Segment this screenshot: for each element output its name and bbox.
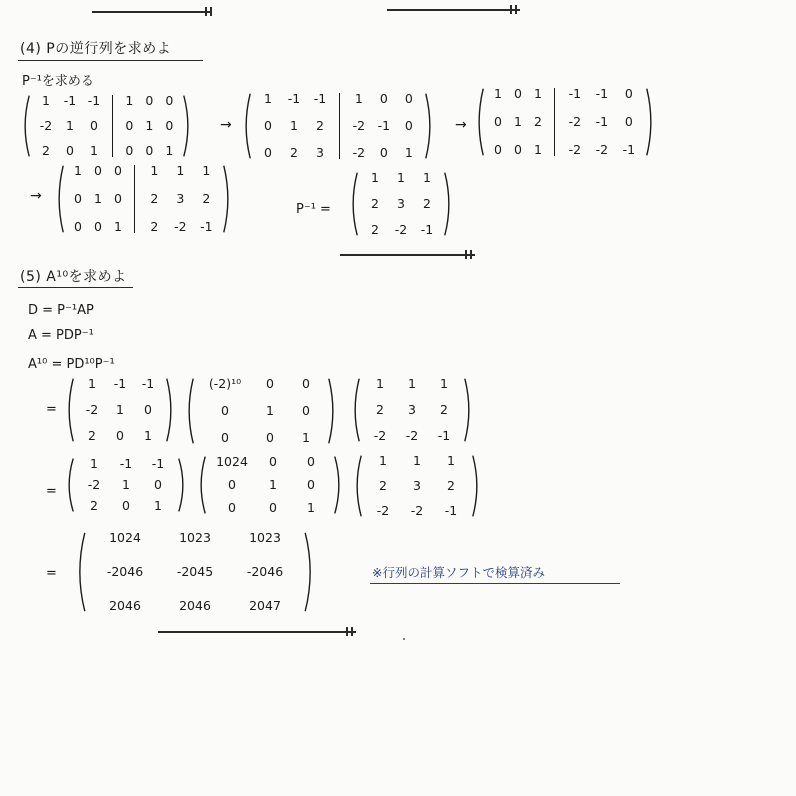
augment-bar: [339, 93, 340, 159]
matrix-cell: 1: [376, 376, 384, 391]
matrix-cell: -2: [87, 476, 101, 492]
matrix-cell: 2: [423, 195, 431, 211]
matrix-cell: -1: [568, 86, 582, 101]
matrix-cell: 0: [221, 429, 229, 445]
left-paren: [354, 455, 363, 517]
matrix-cell: 0: [116, 427, 124, 443]
matrix-cell: 0: [114, 163, 122, 178]
matrix-cell: 1: [354, 91, 363, 106]
matrix-cell: 1: [90, 142, 98, 158]
matrix-cell: 0: [66, 142, 74, 158]
eq-a-power-10: A¹⁰ = PD¹⁰P⁻¹: [28, 357, 115, 372]
matrix-cell: 1024: [216, 454, 248, 469]
matrix-cell: 0: [125, 117, 134, 133]
matrix-cell: (-2)¹⁰: [208, 376, 242, 391]
matrix-cell: 1: [264, 91, 272, 106]
matrix-cell: -2: [352, 117, 366, 133]
matrix-cell: -1: [420, 221, 434, 237]
matrix-cell: 0: [145, 142, 154, 158]
matrix-cell: -1: [119, 456, 133, 471]
matrix-cell: -2: [85, 401, 99, 417]
matrix-cell: 2: [150, 190, 159, 206]
matrix-cell: -2046: [246, 563, 284, 579]
matrix-cell: 0: [94, 218, 102, 234]
matrix-cell: 1: [154, 497, 162, 513]
matrix-cell: 1: [116, 401, 124, 417]
matrix-cell: -1: [63, 93, 77, 108]
matrix-cell: 0: [302, 376, 310, 391]
matrix-body: [75, 378, 165, 442]
matrix-cell: 0: [165, 117, 174, 133]
line1-matrix-d10: [186, 378, 336, 444]
stray-mark: [403, 638, 405, 640]
section5-end-rule: [158, 631, 356, 633]
augment-bar: [112, 95, 113, 157]
matrix-cell: 0: [379, 144, 388, 160]
equals-sign: =: [46, 484, 57, 499]
matrix-cell: 3: [413, 477, 421, 493]
a10-result-matrix: [76, 532, 314, 612]
matrix-cell: 2: [371, 195, 379, 211]
matrix-cell: 1: [144, 427, 152, 443]
section5-heading-underline: [18, 287, 133, 288]
matrix-cell: 0: [125, 142, 134, 158]
matrix-body: [361, 378, 463, 442]
matrix-cell: 0: [269, 454, 277, 469]
matrix-cell: 1: [165, 142, 174, 158]
matrix-cell: 0: [514, 86, 522, 101]
matrix-cell: -2: [373, 427, 387, 443]
matrix-cell: 1: [514, 113, 522, 129]
matrix-cell: -1: [595, 113, 609, 129]
arrow: →: [30, 188, 42, 204]
right-paren: [645, 88, 654, 156]
left-paren: [243, 93, 252, 159]
arrow: →: [455, 117, 467, 133]
matrix-cell: 2046: [109, 597, 141, 613]
matrix-cell: -2: [174, 218, 187, 234]
matrix-cell: 0: [90, 117, 98, 133]
matrix-cell: 0: [144, 401, 152, 417]
augment-bar: [554, 88, 555, 156]
left-paren: [66, 378, 75, 442]
matrix-cell: -1: [595, 86, 609, 101]
left-paren: [350, 172, 359, 236]
matrix-cell: -2: [376, 502, 390, 518]
matrix-cell: -1: [437, 427, 451, 443]
left-paren: [56, 165, 65, 233]
matrix-cell: 0: [122, 497, 130, 513]
rule-tick: [205, 7, 207, 16]
right-paren: [177, 458, 186, 512]
matrix-cell: 1: [90, 456, 98, 471]
rule-tick: [465, 250, 467, 259]
matrix-cell: 1: [290, 117, 298, 133]
matrix-cell: 0: [404, 91, 413, 106]
matrix-cell: 1: [307, 499, 315, 515]
matrix-cell: 0: [624, 86, 633, 101]
matrix-cell: 0: [145, 93, 154, 108]
matrix-cell: 1: [202, 163, 211, 178]
right-paren: [222, 165, 231, 233]
matrix-cell: 2: [290, 144, 298, 160]
matrix-cell: 2: [88, 427, 96, 443]
matrix-cell: 0: [264, 144, 272, 160]
matrix-cell: -1: [200, 218, 213, 234]
equals-sign: =: [46, 566, 57, 581]
matrix-cell: 0: [494, 141, 502, 157]
matrix-cell: 1: [269, 476, 277, 492]
line1-matrix-pinv: [352, 378, 472, 442]
section4-heading-underline: [18, 60, 203, 61]
equals-sign: =: [46, 402, 57, 417]
matrix-cell: -1: [87, 93, 101, 108]
matrix-cell: 0: [228, 499, 236, 515]
matrix-cell: -1: [287, 91, 301, 106]
left-paren: [186, 378, 195, 444]
matrix-cell: 2: [379, 477, 387, 493]
matrix-cell: 1: [413, 453, 421, 468]
matrix-cell: 3: [397, 195, 405, 211]
matrix-cell: 1: [266, 402, 274, 418]
rule-tick: [515, 5, 517, 14]
matrix-cell: 1024: [109, 530, 141, 545]
right-paren: [333, 456, 342, 514]
matrix-cell: 0: [307, 476, 315, 492]
matrix-body: [207, 456, 333, 514]
matrix-left: [252, 93, 336, 159]
matrix-cell: -1: [313, 91, 327, 106]
matrix-cell: -2046: [106, 563, 144, 579]
eq-diagonalization: D = P⁻¹AP: [28, 303, 94, 318]
left-paren: [76, 532, 87, 612]
aug-matrix-step3: [476, 88, 654, 156]
matrix-cell: 0: [494, 113, 502, 129]
aug-matrix-step1: [22, 95, 191, 157]
matrix-cell: 2: [316, 117, 324, 133]
matrix-cell: -2: [39, 117, 53, 133]
right-paren: [327, 378, 336, 444]
matrix-cell: -1: [622, 141, 636, 157]
right-paren: [303, 532, 314, 612]
matrix-cell: 1023: [179, 530, 211, 545]
matrix-cell: 1023: [249, 530, 281, 545]
right-paren: [165, 378, 174, 442]
matrix-cell: 0: [94, 163, 102, 178]
matrix-cell: 0: [307, 454, 315, 469]
aug-matrix-step2: [243, 93, 433, 159]
matrix-cell: -2: [352, 144, 366, 160]
left-paren: [198, 456, 207, 514]
matrix-cell: 3: [316, 144, 324, 160]
matrix-left: [65, 165, 131, 233]
matrix-cell: -2: [568, 141, 582, 157]
right-paren: [182, 95, 191, 157]
matrix-right: [116, 95, 182, 157]
matrix-cell: 1: [302, 429, 310, 445]
matrix-cell: 0: [74, 190, 82, 206]
matrix-cell: 0: [269, 499, 277, 515]
matrix-cell: 2: [90, 497, 98, 513]
aug-matrix-step4: [56, 165, 231, 233]
matrix-cell: 1: [88, 376, 96, 391]
matrix-cell: -2: [568, 113, 582, 129]
rule-tick: [510, 5, 512, 14]
right-paren: [443, 172, 452, 236]
matrix-cell: -2045: [176, 563, 214, 579]
rule-tick: [210, 7, 212, 16]
matrix-cell: 2047: [249, 597, 281, 613]
matrix-cell: 1: [397, 170, 405, 185]
section5-heading: (5) A¹⁰を求めよ: [20, 269, 127, 285]
top-rule-right: [387, 9, 520, 11]
matrix-body: [75, 458, 177, 512]
matrix-cell: -1: [113, 376, 127, 391]
matrix-cell: 1: [423, 170, 431, 185]
matrix-cell: -2: [410, 502, 424, 518]
left-paren: [476, 88, 485, 156]
matrix-cell: 1: [122, 476, 130, 492]
matrix-cell: 1: [379, 453, 387, 468]
matrix-cell: 0: [221, 402, 229, 418]
matrix-cell: -2: [394, 221, 408, 237]
matrix-cell: 0: [514, 141, 522, 157]
matrix-cell: 0: [266, 429, 274, 445]
left-paren: [66, 458, 75, 512]
matrix-cell: 1: [176, 163, 185, 178]
line2-matrix-p: [66, 458, 186, 512]
section4-end-rule: [340, 254, 475, 256]
matrix-cell: 0: [302, 402, 310, 418]
right-paren: [471, 455, 480, 517]
matrix-cell: 0: [154, 476, 162, 492]
matrix-cell: 2046: [179, 597, 211, 613]
matrix-cell: 1: [408, 376, 416, 391]
rule-tick: [351, 627, 353, 636]
matrix-cell: -1: [151, 456, 165, 471]
rule-tick: [470, 250, 472, 259]
matrix-cell: 1: [534, 141, 542, 157]
matrix-cell: 0: [228, 476, 236, 492]
matrix-cell: -2: [405, 427, 419, 443]
matrix-cell: -1: [377, 117, 391, 133]
matrix-cell: -1: [444, 502, 458, 518]
matrix-body: [87, 532, 303, 612]
matrix-cell: 0: [266, 376, 274, 391]
matrix-cell: 1: [42, 93, 50, 108]
matrix-cell: 2: [371, 221, 379, 237]
matrix-cell: 0: [114, 190, 122, 206]
matrix-right: [343, 93, 424, 159]
matrix-cell: -1: [141, 376, 155, 391]
right-paren: [463, 378, 472, 442]
matrix-cell: 2: [376, 401, 384, 417]
matrix-cell: -2: [595, 141, 609, 157]
matrix-cell: 0: [379, 91, 388, 106]
matrix-left: [31, 95, 109, 157]
matrix-cell: 1: [447, 453, 455, 468]
matrix-cell: 0: [264, 117, 272, 133]
matrix-cell: 1: [440, 376, 448, 391]
inverse-label: P⁻¹ =: [296, 202, 331, 217]
eq-a-decomposition: A = PDP⁻¹: [28, 328, 94, 343]
right-paren: [424, 93, 433, 159]
matrix-cell: 1: [114, 218, 122, 234]
line2-matrix-d10: [198, 456, 342, 514]
section4-heading: (4) Pの逆行列を求めよ: [20, 41, 172, 57]
matrix-cell: 1: [66, 117, 74, 133]
matrix-cell: 0: [624, 113, 633, 129]
arrow: →: [220, 117, 232, 133]
matrix-cell: 2: [42, 142, 50, 158]
matrix-cell: 3: [408, 401, 416, 417]
matrix-cell: 1: [404, 144, 413, 160]
matrix-cell: 0: [165, 93, 174, 108]
matrix-left: [485, 88, 551, 156]
matrix-cell: 2: [202, 190, 211, 206]
augment-bar: [134, 165, 135, 233]
matrix-cell: 2: [440, 401, 448, 417]
matrix-body: [195, 378, 327, 444]
line1-matrix-p: [66, 378, 174, 442]
left-paren: [22, 95, 31, 157]
left-paren: [352, 378, 361, 442]
matrix-cell: 0: [74, 218, 82, 234]
matrix-cell: 1: [371, 170, 379, 185]
matrix-body: [359, 172, 443, 236]
matrix-cell: 1: [125, 93, 134, 108]
matrix-cell: 1: [74, 163, 82, 178]
matrix-cell: 1: [494, 86, 502, 101]
matrix-cell: 2: [447, 477, 455, 493]
matrix-cell: 1: [145, 117, 154, 133]
rule-tick: [346, 627, 348, 636]
top-rule-left: [92, 11, 212, 13]
verification-note: ※行列の計算ソフトで検算済み: [372, 565, 545, 580]
matrix-cell: 1: [94, 190, 102, 206]
section4-subheading: P⁻¹を求める: [22, 74, 94, 89]
inverse-result-matrix: [350, 172, 452, 236]
matrix-cell: 2: [534, 113, 542, 129]
matrix-cell: 2: [150, 218, 159, 234]
matrix-cell: 1: [534, 86, 542, 101]
matrix-body: [363, 455, 471, 517]
matrix-right: [558, 88, 645, 156]
line2-matrix-pinv: [354, 455, 480, 517]
matrix-cell: 1: [150, 163, 159, 178]
matrix-cell: 3: [176, 190, 185, 206]
verification-note-underline: [370, 583, 620, 584]
matrix-right: [138, 165, 222, 233]
matrix-cell: 0: [404, 117, 413, 133]
